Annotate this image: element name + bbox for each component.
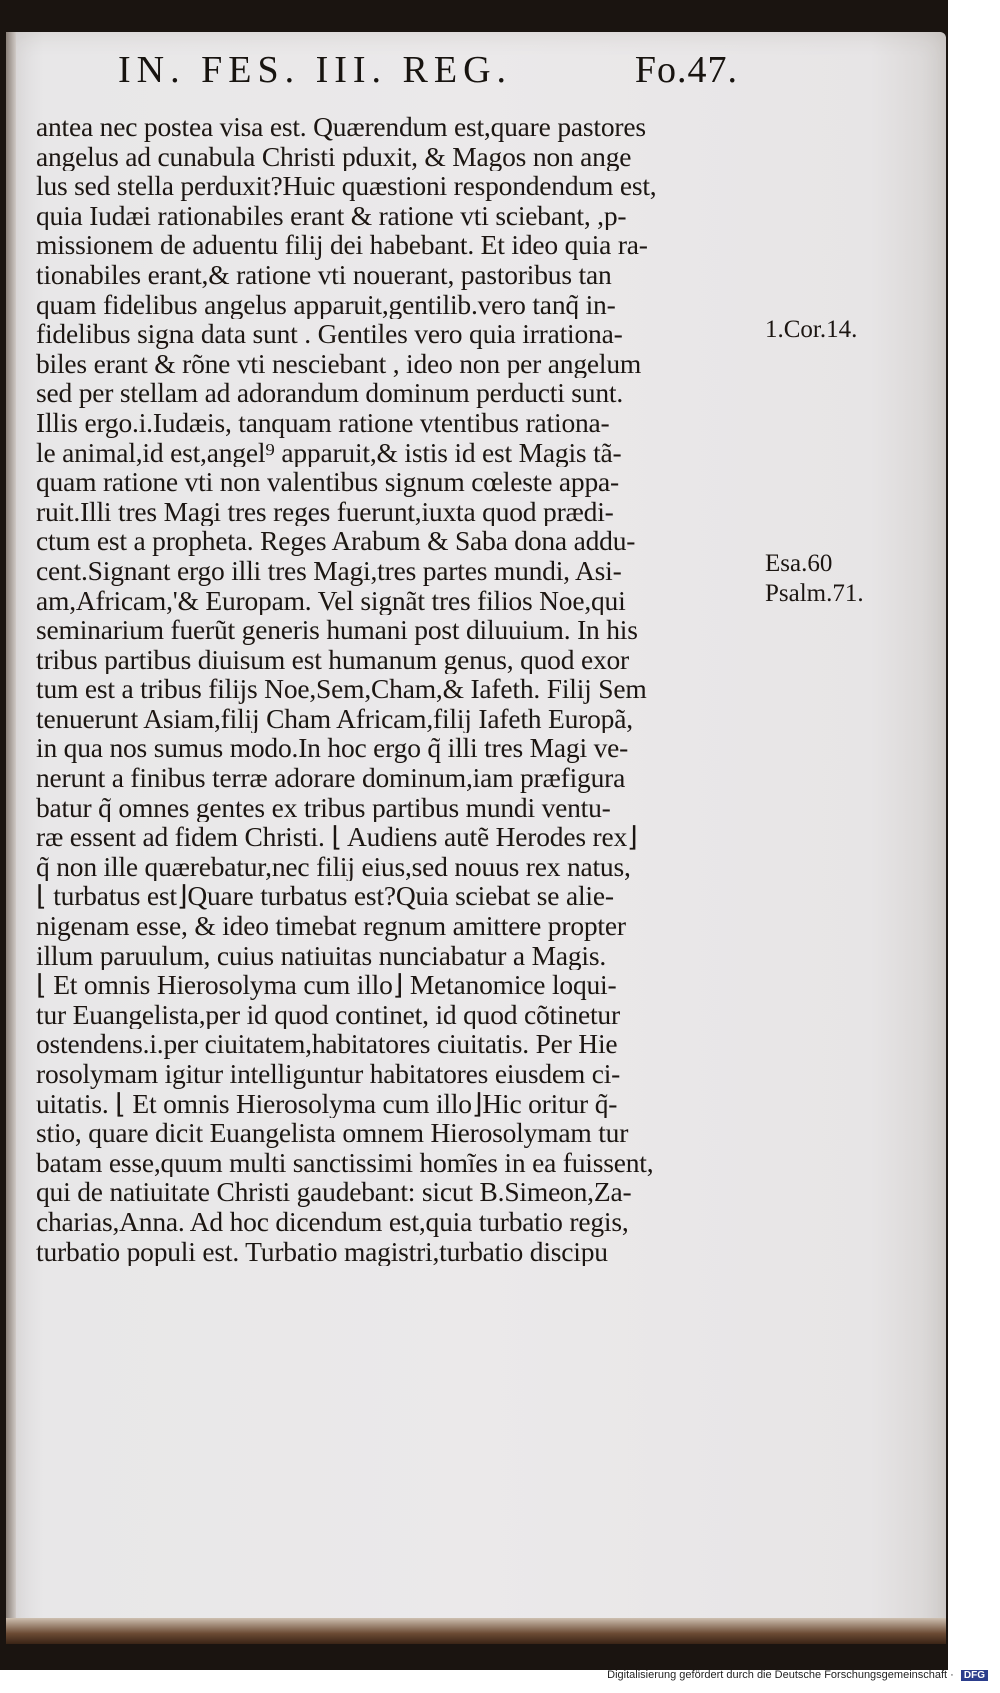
text-line: ræ essent ad fidem Christi. ⌊ Audiens autẽ Herodes rex⌋ [36,822,638,852]
text-line: biles erant & rõne vti nesciebant , ideo non per angelum [36,348,642,379]
text-line: seminarium fuerũt generis humani post diluuium. In his [36,615,638,645]
folio-number: Fo.47. [634,49,738,91]
text-line: in qua nos sumus modo.In hoc ergo q̃ illi tres Magi ve- [36,733,629,764]
spine-edge [6,32,16,1644]
text-line: batam esse,quum multi sanctissimi homĩes in ea fuissent, [36,1147,654,1178]
text-line: ctum est a propheta. Reges Arabum & Saba dona addu- [36,526,636,556]
footer-credit [0,1669,988,1687]
dfg-logo: DFG [961,1670,988,1681]
text-line: turbatio populi est. Turbatio magistri,turbatio discipu [36,1236,608,1267]
text-line: ⌊ turbatus est⌋Quare turbatus est?Quia sciebat se alie- [36,881,614,912]
body-text [36,112,756,1266]
text-line: q̃ non ille quærebatur,nec filij eius,sed nouus rex natus, [36,851,631,882]
text-line: stio, quare dicit Euangelista omnem Hierosolymam tur [36,1118,629,1148]
text-line: ⌊ Et omnis Hierosolyma cum illo⌋ Metanomice loqui- [36,970,617,1000]
text-line: nigenam esse, & ideo timebat regnum amittere propter [36,911,626,941]
text-line: ostendens.i.per ciuitatem,habitatores ciuitatis. Per Hie [36,1029,618,1059]
text-line: tur Euangelista,per id quod continet, id quod cõtinetur [36,999,620,1030]
text-line: am,Africam,'& Europam. Vel signãt tres filios Noe,qui [36,585,626,616]
text-line: charias,Anna. Ad hoc dicendum est,quia turbatio regis, [36,1206,629,1237]
running-head [118,48,738,98]
text-line: nerunt a finibus terræ adorare dominum,iam præfigura [36,763,626,793]
text-line: cent.Signant ergo illi tres Magi,tres partes mundi, Asi- [36,555,622,586]
text-line: quam ratione vti non valentibus signum cœleste appa- [36,467,619,497]
footer-text: Digitalisierung gefördert durch die Deutsche Forschungsgemeinschaft · [607,1669,954,1681]
text-line: sed per stellam ad adorandum dominum perducti sunt. [36,378,624,408]
text-line: tribus partibus diuisum est humanum genus, quod exor [36,644,630,675]
text-line: tionabiles erant,& ratione vti nouerant, pastoribus tan [36,259,612,290]
text-line: uitatis. ⌊ Et omnis Hierosolyma cum illo⌋Hic oritur q̃- [36,1088,618,1119]
text-line: missionem de aduentu filij dei habebant. Et ideo quia ra- [36,230,648,260]
text-line: Illis ergo.i.Iudæis, tanquam ratione vtentibus rationa- [36,407,610,438]
text-line: illum paruulum, cuius natiuitas nunciabatur a Magis. [36,940,607,971]
text-line: quia Iudæi rationabiles erant & ratione vti sciebant, ,p- [36,200,627,231]
text-line: quam fidelibus angelus apparuit,gentilib.vero tanq̃ in- [36,289,616,320]
marginal-note-esa: Esa.60 [765,550,833,577]
text-line: qui de natiuitate Christi gaudebant: sicut B.Simeon,Za- [36,1177,632,1207]
text-line: angelus ad cunabula Christi pduxit, & Magos non ange [36,141,632,172]
text-line: tenuerunt Asiam,filij Cham Africam,filij Iafeth Europã, [36,703,633,734]
text-line: batur q̃ omnes gentes ex tribus partibus mundi ventu- [36,792,611,823]
text-line: le animal,id est,angel⁹ apparuit,& istis id est Magis tã- [36,437,622,468]
marginal-note-psalm: Psalm.71. [765,580,864,607]
text-line: fidelibus signa data sunt . Gentiles vero quia irrationa- [36,319,623,349]
page-bottom-edge [6,1618,946,1644]
text-line: ruit.Illi tres Magi tres reges fuerunt,iuxta quod prædi- [36,496,614,527]
text-line: lus sed stella perduxit?Huic quæstioni respondendum est, [36,171,657,201]
running-head-title: IN. FES. III. REG. [118,49,513,91]
text-line: antea nec postea visa est. Quærendum est,quare pastores [36,112,646,142]
text-line: tum est a tribus filijs Noe,Sem,Cham,& Iafeth. Filij Sem [36,674,647,704]
marginal-note-cor: 1.Cor.14. [765,316,858,343]
text-line: rosolymam igitur intelliguntur habitatores eiusdem ci- [36,1059,621,1089]
